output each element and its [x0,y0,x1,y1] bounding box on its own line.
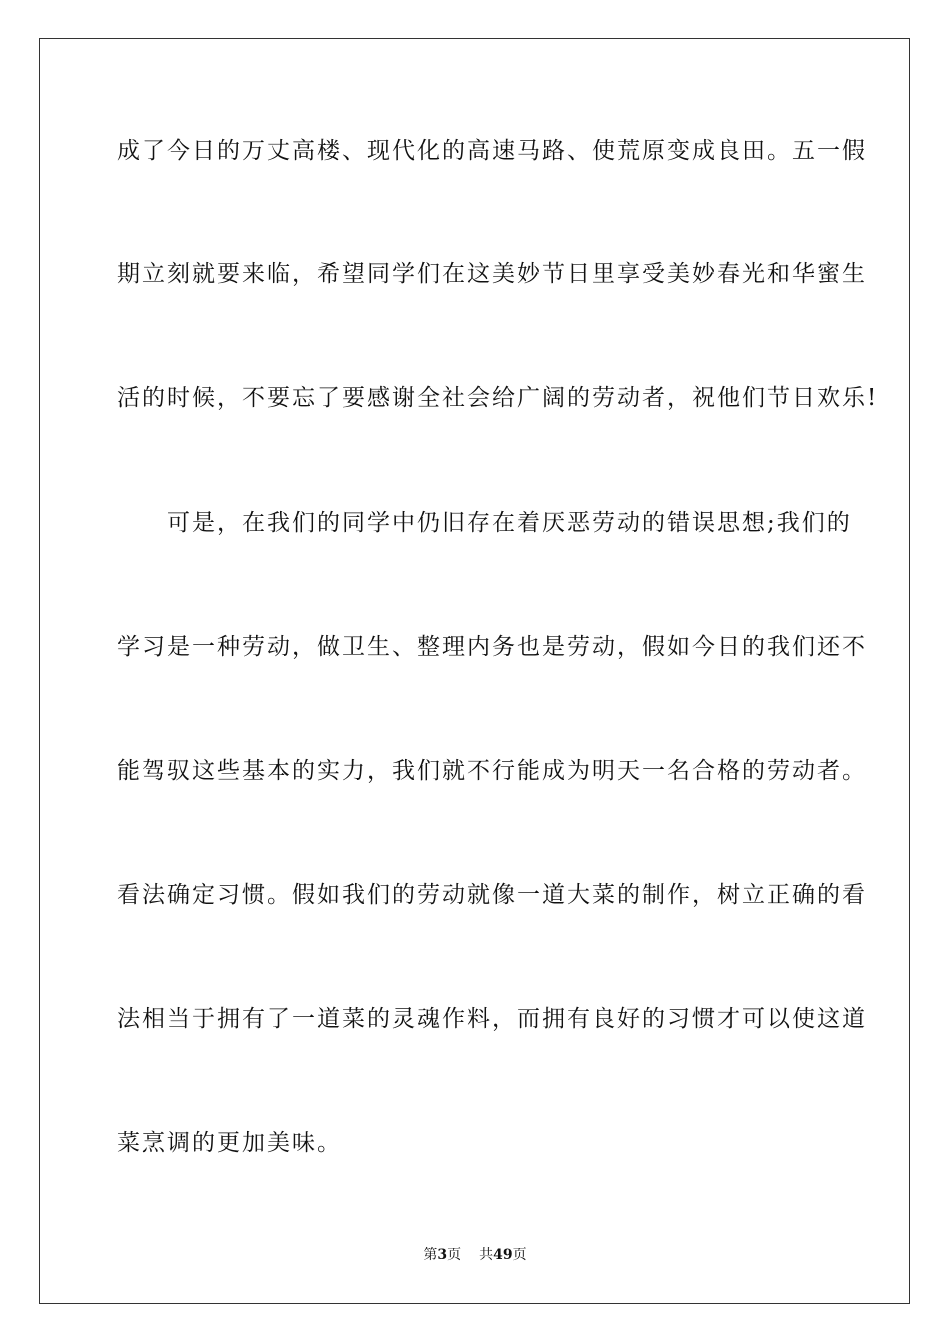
text-line: 学习是一种劳动，做卫生、整理内务也是劳动，假如今日的我们还不 [117,634,867,660]
total-prefix: 共 [479,1247,494,1263]
text-line-indented: 可是，在我们的同学中仍旧存在着厌恶劳动的错误思想;我们的 [117,510,852,536]
total-pages: 49 [493,1247,513,1263]
text-line: 能驾驭这些基本的实力，我们就不行能成为明天一名合格的劳动者。 [117,758,867,784]
text-line: 活的时候，不要忘了要感谢全社会给广阔的劳动者，祝他们节日欢乐! [117,385,879,411]
text-line: 成了今日的万丈高楼、现代化的高速马路、使荒原变成良田。五一假 [117,138,867,164]
page-footer [0,1246,950,1264]
text-line: 菜烹调的更加美味。 [117,1130,342,1156]
text-line: 期立刻就要来临，希望同学们在这美妙节日里享受美妙春光和华蜜生 [117,261,867,287]
text-line: 法相当于拥有了一道菜的灵魂作料，而拥有良好的习惯才可以使这道 [117,1006,867,1032]
page-border [39,38,910,1304]
page-number: 3 [437,1247,448,1263]
page-suffix: 页 [447,1247,462,1263]
total-suffix: 页 [512,1247,527,1263]
page-prefix: 第 [423,1247,438,1263]
text-line: 看法确定习惯。假如我们的劳动就像一道大菜的制作，树立正确的看 [117,882,867,908]
